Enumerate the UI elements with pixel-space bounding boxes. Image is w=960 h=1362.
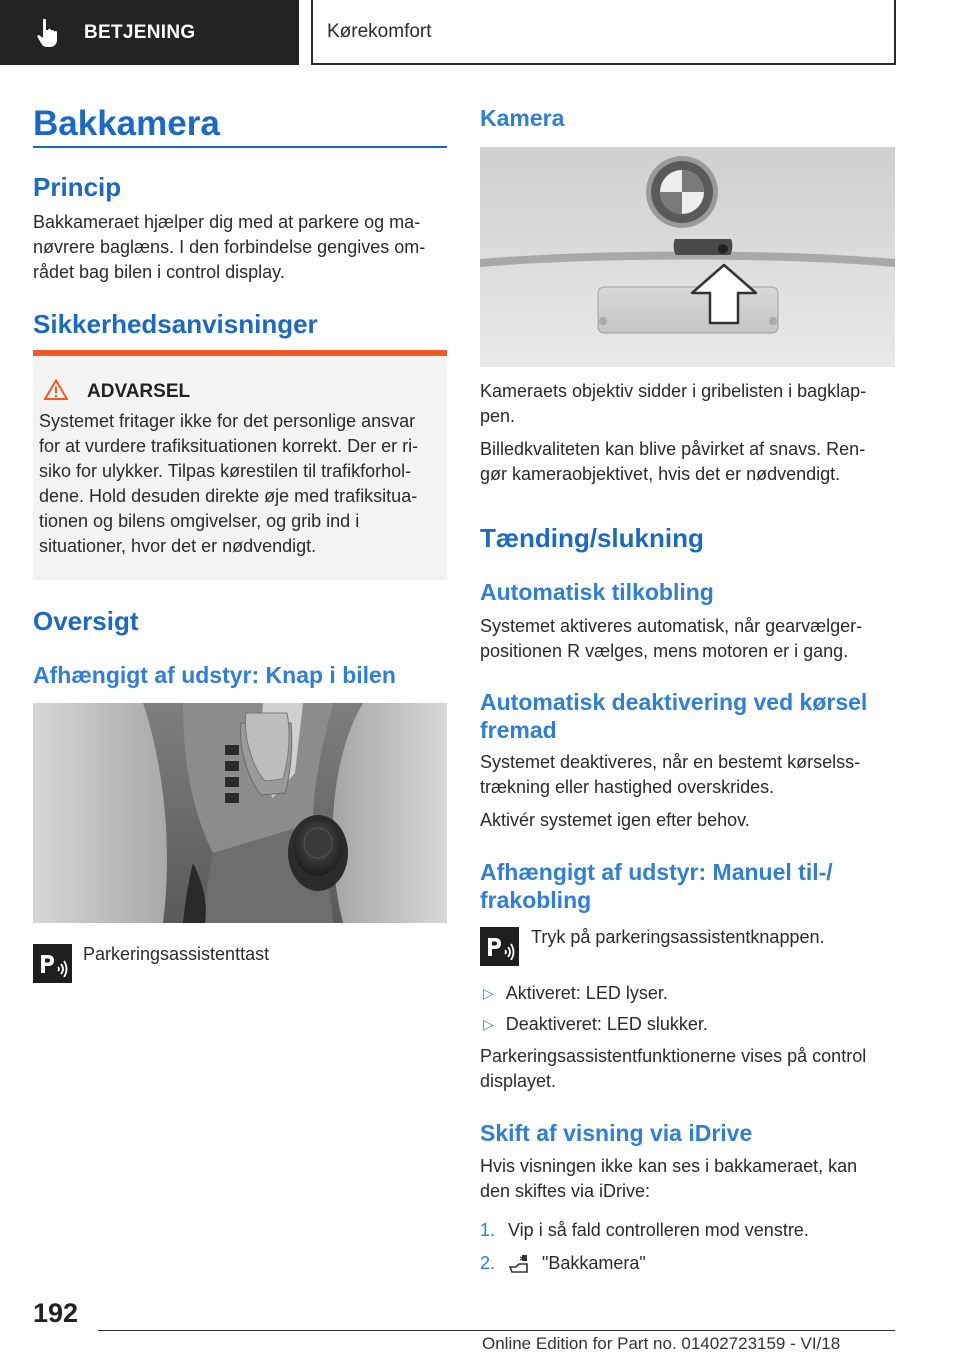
list-item: 1. Vip i så fald controlleren mod venstre. xyxy=(480,1220,809,1240)
reactivate-text: Aktivér systemet igen efter behov. xyxy=(480,810,750,830)
functions-text: Parkeringsassistentfunktionerne vises på control displayet. xyxy=(480,1046,867,1091)
rear-camera-icon xyxy=(508,1253,542,1275)
idrive-heading: Skift af visning via iDrive xyxy=(480,1120,753,1146)
princip-heading: Princip xyxy=(33,172,122,202)
princip-text: Bakkameraet hjælper dig med at parkere og ma‐ nøvrere baglæns. I den forbindelse gengives om‐ rådet bag bilen i control display. xyxy=(33,212,426,282)
manual-heading: Afhængigt af udstyr: Manuel til-/ frakobling xyxy=(480,859,833,913)
camera-photo xyxy=(480,147,895,367)
auto-off-text: Systemet deaktiveres, når en bestemt kørselss‐ trækning eller hastighed overskrides. xyxy=(480,752,861,797)
camera-heading: Kamera xyxy=(480,105,565,131)
manual-press-text: Tryk på parkeringsassistentknappen. xyxy=(531,927,825,947)
page-number: 192 xyxy=(33,1298,79,1328)
list-item: ▷ Aktiveret: LED lyser. xyxy=(483,983,668,1003)
overview-heading: Oversigt xyxy=(33,606,139,636)
camera-text: Kameraets objektiv sidder i gribelisten i bagklap‐ pen. xyxy=(480,381,867,426)
section-label: BETJENING xyxy=(84,21,196,43)
auto-off-heading: Automatisk deaktivering ved kørsel fremad xyxy=(480,689,868,743)
list-item: ▷ Deaktiveret: LED slukker. xyxy=(483,1014,708,1034)
hand-pointer-icon xyxy=(36,18,66,48)
chapter-label: Kørekomfort xyxy=(327,20,432,42)
button-caption: Parkeringsassistenttast xyxy=(83,944,270,964)
warning-text: Systemet fritager ikke for det personlige ansvar for at vurdere trafiksituationen korrekt. Der er ri‐ siko for ulykker. Tilpas kørestilen til trafikforhol‐ dene. Hold desuden direkte øje med trafiksitua‐ tionen og bilens omgivelser, og grib ind i situationer, hvor det er nødvendigt. xyxy=(39,411,419,556)
footer-rule xyxy=(98,1330,895,1331)
auto-on-text: Systemet aktiveres automatisk, når gearvælger‐ positionen R vælges, mens motoren er i gang. xyxy=(480,616,863,661)
warning-bar xyxy=(33,350,447,356)
triangle-bullet-icon: ▷ xyxy=(483,985,494,1001)
triangle-bullet-icon: ▷ xyxy=(483,1016,494,1032)
equipment-heading: Afhængigt af udstyr: Knap i bilen xyxy=(33,662,396,688)
quality-text: Billedkvaliteten kan blive påvirket af snavs. Ren‐ gør kameraobjektivet, hvis det er nødvendigt. xyxy=(480,439,866,484)
parking-assist-icon xyxy=(480,927,519,966)
list-item: 2. "Bakkamera" xyxy=(480,1253,646,1273)
auto-on-heading: Automatisk tilkobling xyxy=(480,579,714,605)
section-tab xyxy=(0,0,299,65)
parking-assist-button-icon xyxy=(33,944,72,983)
edition-text: Online Edition for Part no. 01402723159 - VI/18 xyxy=(482,1334,841,1353)
safety-heading: Sikkerhedsanvisninger xyxy=(33,309,318,339)
title-rule xyxy=(33,146,447,148)
warning-box xyxy=(33,350,447,580)
chapter-header xyxy=(311,0,896,65)
interior-photo xyxy=(33,703,447,923)
onoff-heading: Tænding/slukning xyxy=(480,523,704,553)
warning-label: ADVARSEL xyxy=(87,381,191,402)
idrive-text: Hvis visningen ikke kan ses i bakkameraet, kan den skiftes via iDrive: xyxy=(480,1156,858,1201)
warning-icon xyxy=(44,379,68,405)
page-title: Bakkamera xyxy=(33,104,220,143)
